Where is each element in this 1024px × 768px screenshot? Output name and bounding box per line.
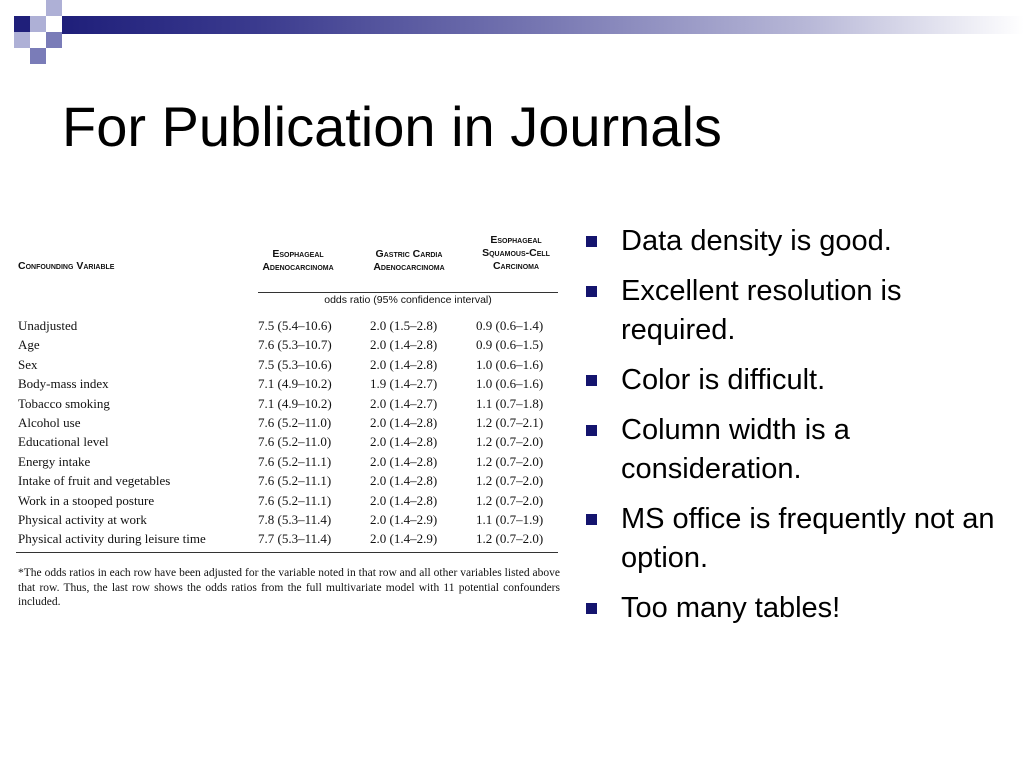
decor-square: [30, 48, 46, 64]
table-cell-value: 7.6 (5.3–10.7): [258, 337, 332, 353]
table-header-col: Gastric Cardia Adenocarcinoma: [373, 248, 445, 273]
table-cell-variable: Work in a stooped posture: [18, 492, 155, 508]
table-cell-value: 1.2 (0.7–2.0): [476, 492, 544, 508]
table-cell-value: 1.2 (0.7–2.0): [476, 473, 544, 489]
table-cell-variable: Physical activity at work: [18, 511, 147, 527]
table-cell-value: 1.1 (0.7–1.8): [476, 395, 544, 411]
table-row: [14, 493, 560, 512]
bullet-text: Column width is a consideration.: [621, 414, 850, 485]
table-header: [14, 226, 560, 282]
table-row: [14, 376, 560, 395]
slide-title: For Publication in Journals: [62, 95, 722, 158]
table-row: [14, 337, 560, 356]
table-cell-value: 2.0 (1.4–2.8): [370, 356, 438, 372]
table-row: [14, 434, 560, 453]
square-bullet-icon: [586, 514, 597, 525]
decor-square: [14, 32, 30, 48]
table-cell-value: 1.1 (0.7–1.9): [476, 511, 544, 527]
table-cell-value: 7.6 (5.2–11.0): [258, 414, 332, 430]
table-cell-value: 2.0 (1.4–2.8): [370, 414, 438, 430]
table-cell-variable: Alcohol use: [18, 414, 81, 430]
square-bullet-icon: [586, 375, 597, 386]
table-row: [14, 473, 560, 492]
table-cell-value: 7.1 (4.9–10.2): [258, 395, 332, 411]
header-gradient-bar: [62, 16, 1024, 34]
table-cell-value: 1.2 (0.7–2.1): [476, 414, 544, 430]
square-bullet-icon: [586, 603, 597, 614]
table-cell-value: 7.7 (5.3–11.4): [258, 531, 332, 547]
table-cell-value: 7.6 (5.2–11.0): [258, 434, 332, 450]
table-bottom-rule: [16, 552, 558, 553]
square-bullet-icon: [586, 286, 597, 297]
table-cell-value: 2.0 (1.4–2.8): [370, 453, 438, 469]
table-cell-value: 7.5 (5.4–10.6): [258, 318, 332, 333]
table-header-variable: Confounding Variable: [18, 260, 115, 272]
table-cell-value: 7.1 (4.9–10.2): [258, 376, 332, 392]
table-row: [14, 454, 560, 473]
table-cell-value: 1.2 (0.7–2.0): [476, 434, 544, 450]
table-cell-value: 2.0 (1.4–2.9): [370, 531, 438, 547]
table-cell-variable: Tobacco smoking: [18, 395, 110, 411]
table-cell-variable: Intake of fruit and vegetables: [18, 473, 171, 489]
table-cell-variable: Age: [18, 337, 40, 353]
table-body: [14, 318, 560, 551]
table-row: [14, 318, 560, 337]
table-header-col: Esophageal Squamous-Cell Carcinoma: [482, 234, 550, 272]
table-cell-value: 1.2 (0.7–2.0): [476, 453, 544, 469]
table-cell-value: 2.0 (1.5–2.8): [370, 318, 438, 333]
table-subheader: odds ratio (95% confidence interval): [258, 292, 558, 306]
table-cell-value: 7.8 (5.3–11.4): [258, 511, 332, 527]
table-cell-value: 7.6 (5.2–11.1): [258, 492, 332, 508]
square-bullet-icon: [586, 236, 597, 247]
decor-square: [46, 0, 62, 16]
table-cell-value: 1.9 (1.4–2.7): [370, 376, 438, 392]
decor-square: [14, 16, 30, 32]
table-cell-value: 2.0 (1.4–2.7): [370, 395, 438, 411]
square-bullet-icon: [586, 425, 597, 436]
bullet-text: Excellent resolution is required.: [621, 275, 902, 346]
table-cell-variable: Unadjusted: [18, 318, 78, 333]
table-cell-value: 7.6 (5.2–11.1): [258, 473, 332, 489]
table-row: [14, 415, 560, 434]
table-cell-value: 7.6 (5.2–11.1): [258, 453, 332, 469]
bullet-text: Too many tables!: [621, 592, 841, 624]
bullet-item: [584, 361, 1020, 400]
table-cell-variable: Sex: [18, 356, 38, 372]
decor-square: [46, 32, 62, 48]
decor-square: [30, 16, 46, 32]
table-cell-value: 1.0 (0.6–1.6): [476, 376, 544, 392]
table-cell-value: 1.0 (0.6–1.6): [476, 356, 544, 372]
table-header-col: Esophageal Adenocarcinoma: [262, 248, 334, 273]
table-footnote: *The odds ratios in each row have been adjusted for the variable noted in that row and all other variables listed above that row. Thus, the last row shows the odds ratios from the full multivariate model with 11 potential confounders included.: [18, 567, 560, 608]
table-cell-value: 2.0 (1.4–2.8): [370, 434, 438, 450]
table-row: [14, 396, 560, 415]
odds-ratio-table-image: [14, 226, 560, 618]
bullet-item: [584, 222, 1020, 261]
table-cell-variable: Educational level: [18, 434, 109, 450]
bullet-item: [584, 589, 1020, 628]
table-cell-value: 2.0 (1.4–2.9): [370, 511, 438, 527]
table-row: [14, 357, 560, 376]
table-cell-value: 7.5 (5.3–10.6): [258, 356, 332, 372]
table-cell-variable: Energy intake: [18, 453, 91, 469]
bullet-item: [584, 500, 1020, 578]
table-row: [14, 531, 560, 550]
table-cell-value: 0.9 (0.6–1.5): [476, 337, 544, 353]
bullet-text: Data density is good.: [621, 225, 892, 257]
table-cell-value: 2.0 (1.4–2.8): [370, 492, 438, 508]
table-cell-variable: Physical activity during leisure time: [18, 531, 206, 547]
table-row: [14, 512, 560, 531]
bullet-item: [584, 272, 1020, 350]
table-cell-value: 1.2 (0.7–2.0): [476, 531, 544, 547]
table-cell-value: 2.0 (1.4–2.8): [370, 473, 438, 489]
bullet-list: [584, 222, 1020, 639]
bullet-text: MS office is frequently not an option.: [621, 503, 995, 574]
table-cell-variable: Body-mass index: [18, 376, 109, 392]
table-cell-value: 0.9 (0.6–1.4): [476, 318, 544, 333]
table-cell-value: 2.0 (1.4–2.8): [370, 337, 438, 353]
bullet-item: [584, 411, 1020, 489]
bullet-text: Color is difficult.: [621, 364, 826, 396]
